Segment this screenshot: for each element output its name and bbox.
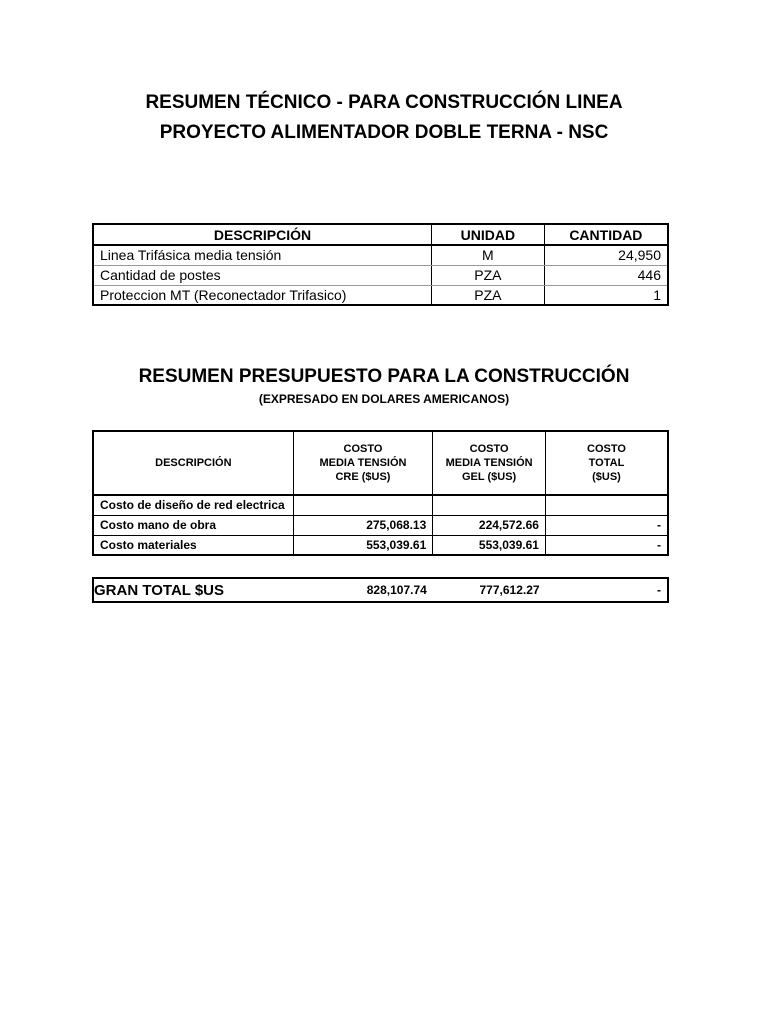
row-cost-gel: 224,572.66 — [433, 515, 546, 535]
row-cost-total: - — [545, 515, 668, 535]
header-cost-cre-line: COSTO — [343, 443, 383, 455]
header-cost-gel — [433, 431, 546, 495]
header-unit: UNIDAD — [432, 224, 545, 245]
row-cost-cre: 553,039.61 — [293, 535, 433, 555]
header-description: DESCRIPCIÓN — [93, 224, 432, 245]
grand-total-cre: 828,107.74 — [366, 583, 427, 597]
row-description: Cantidad de postes — [93, 265, 432, 285]
row-description: Linea Trifásica media tensión — [93, 245, 432, 265]
table-row — [93, 495, 668, 515]
header-cost-total-line: COSTO — [587, 443, 626, 455]
budget-table — [92, 430, 669, 556]
header-cost-total-line: ($US) — [592, 471, 621, 483]
table-header-row — [93, 431, 668, 495]
row-quantity: 24,950 — [544, 245, 668, 265]
table-row — [93, 285, 668, 305]
header-cost-total — [545, 431, 668, 495]
table-row — [93, 515, 668, 535]
row-cost-total — [545, 495, 668, 515]
row-description: Costo materiales — [93, 535, 293, 555]
grand-total-label: GRAN TOTAL $US — [94, 581, 225, 599]
row-cost-gel: 553,039.61 — [433, 535, 546, 555]
header-description: DESCRIPCIÓN — [93, 431, 293, 495]
grand-total-table — [92, 577, 669, 603]
table-header-row — [93, 224, 668, 245]
title-line-2: PROYECTO ALIMENTADOR DOBLE TERNA - NSC — [159, 122, 609, 143]
header-cost-gel-line: GEL ($US) — [462, 471, 517, 483]
grand-total-gel: 777,612.27 — [479, 583, 540, 597]
header-quantity: CANTIDAD — [544, 224, 668, 245]
table-row — [93, 535, 668, 555]
table-row — [93, 245, 668, 265]
grand-total-total: - — [657, 583, 661, 597]
row-cost-gel — [433, 495, 546, 515]
row-unit: M — [432, 245, 545, 265]
header-cost-total-line: TOTAL — [588, 457, 625, 469]
row-description: Proteccion MT (Reconectador Trifasico) — [93, 285, 432, 305]
row-cost-total: - — [545, 535, 668, 555]
header-cost-cre — [293, 431, 433, 495]
row-cost-cre — [293, 495, 433, 515]
row-quantity: 446 — [544, 265, 668, 285]
table-row — [93, 265, 668, 285]
header-cost-gel-line: COSTO — [469, 443, 509, 455]
row-unit: PZA — [432, 265, 545, 285]
row-cost-cre: 275,068.13 — [293, 515, 433, 535]
title-line-1: RESUMEN TÉCNICO - PARA CONSTRUCCIÓN LINEA — [145, 92, 623, 113]
grand-total-row — [93, 578, 668, 602]
budget-subtitle: (EXPRESADO EN DOLARES AMERICANOS) — [258, 392, 510, 406]
row-description: Costo mano de obra — [93, 515, 293, 535]
technical-summary-table — [92, 223, 669, 306]
row-unit: PZA — [432, 285, 545, 305]
header-cost-gel-line: MEDIA TENSIÓN — [445, 457, 533, 469]
header-cost-cre-line: CRE ($US) — [335, 471, 391, 483]
row-quantity: 1 — [544, 285, 668, 305]
header-cost-cre-line: MEDIA TENSIÓN — [319, 457, 407, 469]
budget-title: RESUMEN PRESUPUESTO PARA LA CONSTRUCCIÓN — [138, 366, 630, 387]
row-description: Costo de diseño de red electrica — [93, 495, 293, 515]
